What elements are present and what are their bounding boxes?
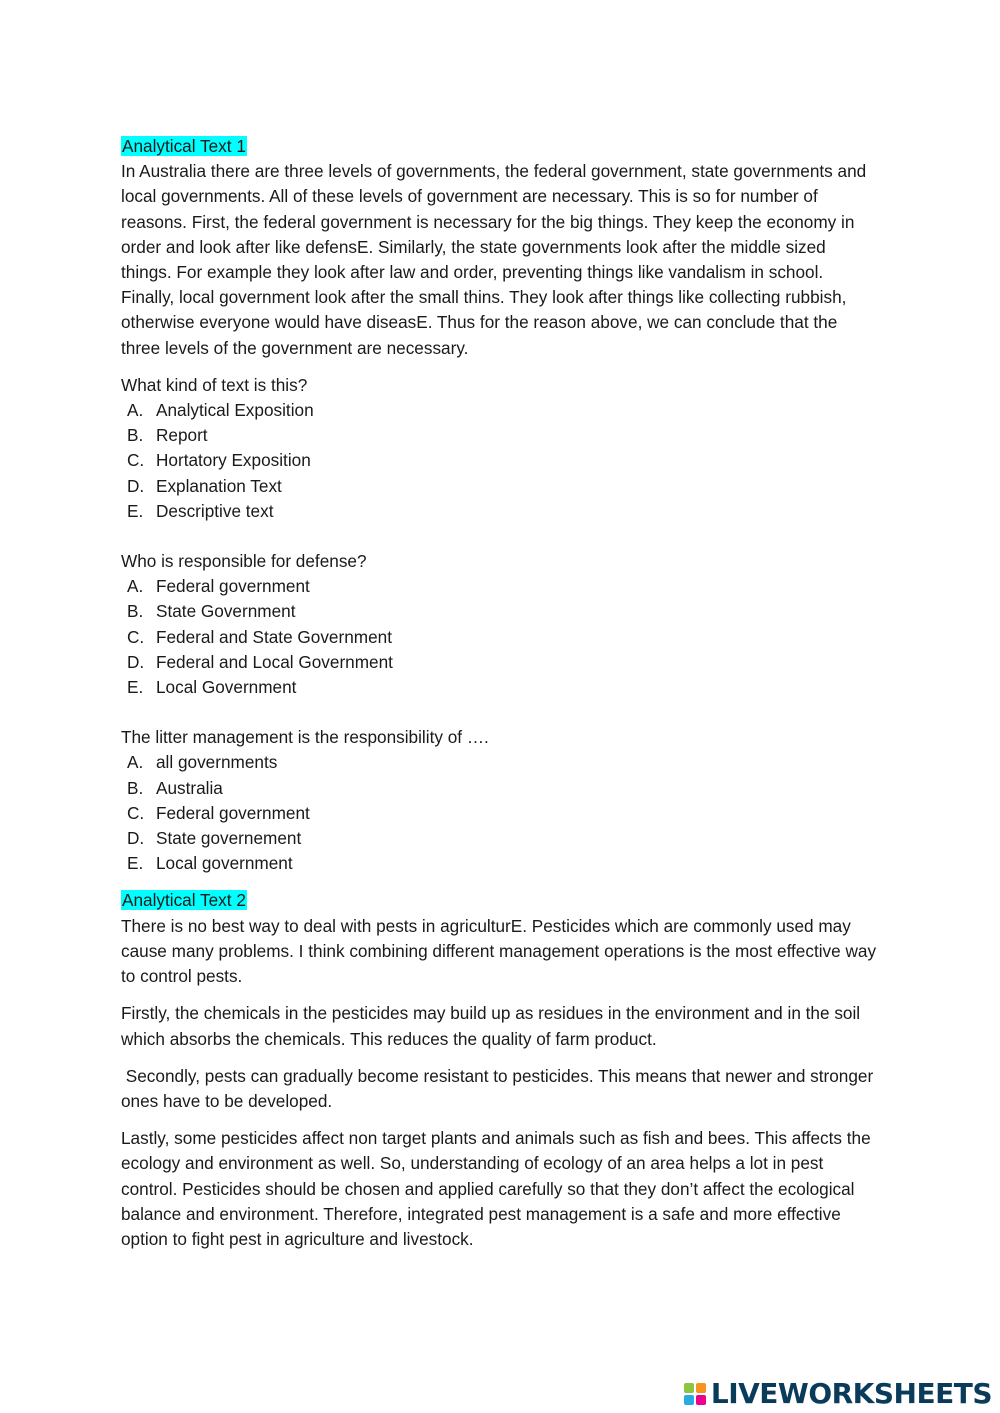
liveworksheets-logo-icon [683, 1382, 707, 1406]
option-a[interactable]: A. Federal government [127, 576, 310, 597]
text2-paragraph-2: Firstly, the chemicals in the pesticides may build up as residues in the environment and in the soil which absorbs the chemicals. This reduces the quality of farm product. [121, 1003, 861, 1049]
option-e[interactable]: E. Local government [127, 853, 293, 874]
text2-title-line [121, 888, 881, 913]
text2-paragraph-3: Secondly, pests can gradually become resistant to pesticides. This means that newer and stronger ones have to be developed. [121, 1065, 878, 1111]
option-a[interactable]: A. Analytical Exposition [127, 400, 314, 421]
text2-paragraph-4: Lastly, some pesticides affect non target plants and animals such as fish and bees. This affects the ecology and environment as well. So, understanding of ecology of an area helps a lot in pest control. Pesticides should be chosen and applied carefully so that they don’t affect the ecological balance and environment. Therefore, integrated pest management is a safe and more effective option to fight pest in agriculture and livestock. [121, 1128, 871, 1249]
option-a[interactable]: A. all governments [127, 752, 278, 773]
option-d[interactable]: D. Explanation Text [127, 475, 282, 496]
option-e[interactable]: E. Local Government [127, 677, 297, 698]
liveworksheets-logo[interactable] [683, 1378, 992, 1410]
option-c[interactable]: C. Federal and State Government [127, 626, 392, 647]
options-list [121, 750, 881, 876]
question-prompt: What kind of text is this? [121, 374, 308, 395]
option-b[interactable]: B. Report [127, 425, 208, 446]
text2-title: Analytical Text 2 [122, 890, 246, 911]
option-e[interactable]: E. Descriptive text [127, 500, 274, 521]
option-d[interactable]: D. State governement [127, 828, 302, 849]
text1-body: In Australia there are three levels of governments, the federal government, state governments and local governments. All of these levels of government are necessary. This is so for number of reasons. First, the federal government is necessary for the big things. They keep the economy in order and look after like defensE. Similarly, the state governments look after the middle sized things. For example they look after law and order, preventing things like vandalism in school. Finally, local government look after the small thins. They look after things like collecting rubbish, otherwise everyone would have diseasE. Thus for the reason above, we can conclude that the three levels of the government are necessary. [121, 161, 867, 358]
question-block-1 [121, 373, 881, 524]
option-d[interactable]: D. Federal and Local Government [127, 651, 393, 672]
text1-title: Analytical Text 1 [122, 136, 246, 156]
question-prompt: Who is responsible for defense? [121, 551, 367, 572]
option-b[interactable]: B. State Government [127, 601, 296, 622]
text2-paragraph-1: There is no best way to deal with pests in agriculturE. Pesticides which are commonly used may cause many problems. I think combining different management operations is the most effective way to control pests. [121, 915, 877, 987]
option-b[interactable]: B. Australia [127, 777, 223, 798]
option-c[interactable]: C. Federal government [127, 802, 310, 823]
question-block-2 [121, 549, 881, 700]
question-prompt: The litter management is the responsibility of …. [121, 727, 489, 748]
question-block-3 [121, 725, 881, 876]
options-list [121, 398, 881, 524]
logo-text: LIVEWORKSHEETS [710, 1377, 992, 1410]
worksheet-page [121, 134, 881, 1252]
options-list [121, 574, 881, 700]
option-c[interactable]: C. Hortatory Exposition [127, 450, 311, 471]
text1-title-line [121, 134, 881, 159]
